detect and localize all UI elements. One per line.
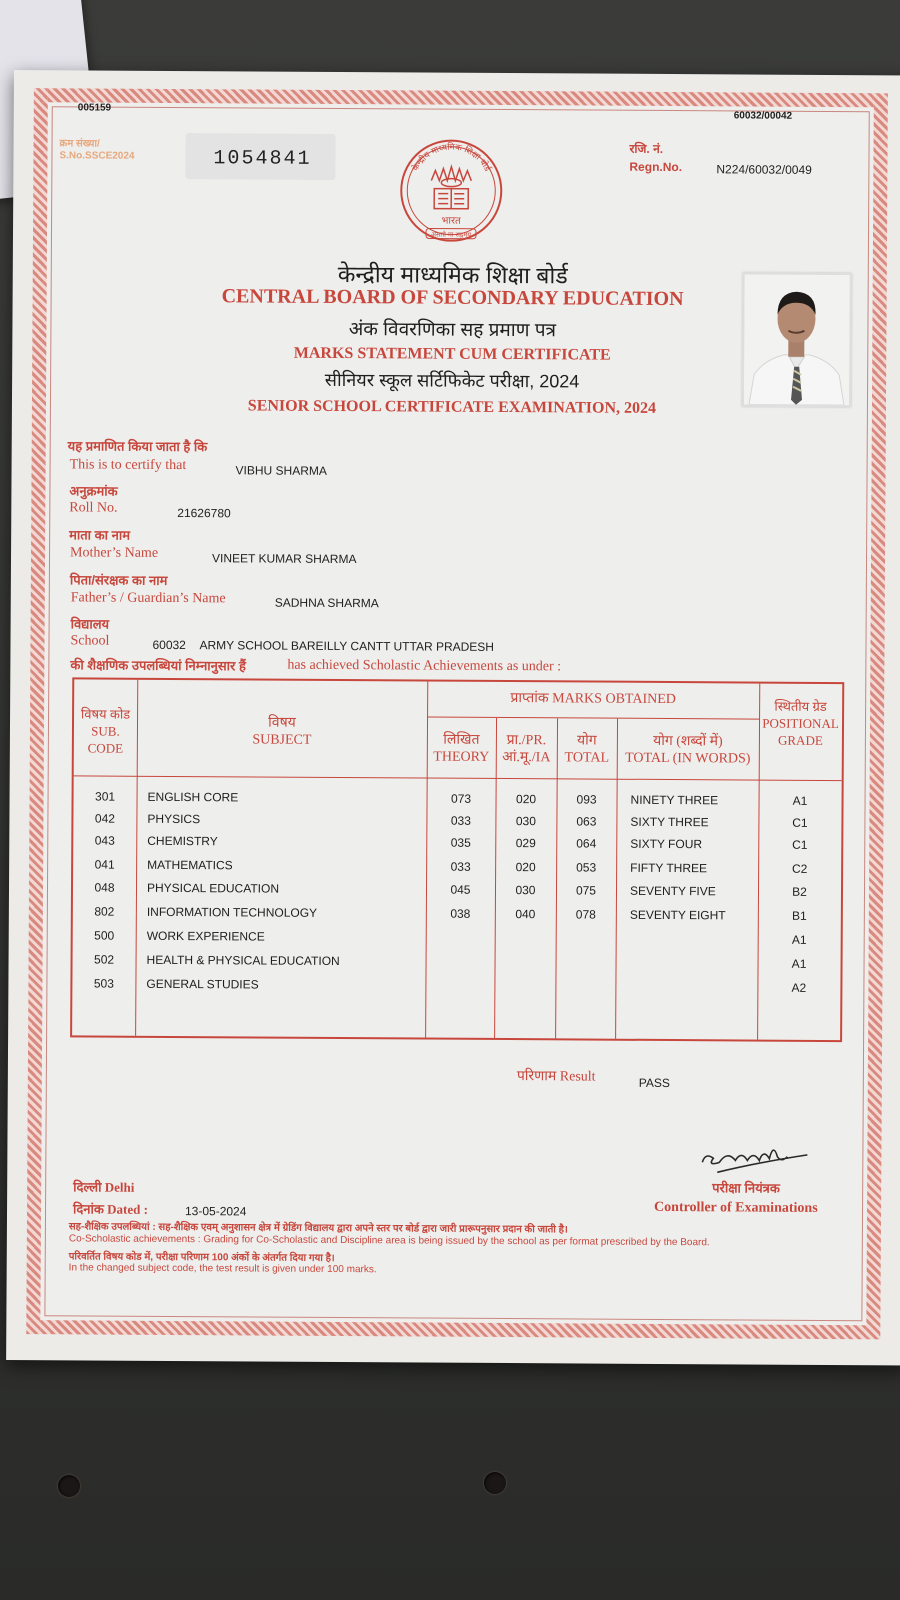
candidate-name: VIBHU SHARMA [235, 463, 327, 478]
header-total-words [617, 733, 759, 768]
place-hi: दिल्ली [73, 1179, 102, 1195]
seal-text: केन्द्रीय माध्यमिक शिक्षा बोर्ड [410, 142, 493, 174]
header-marks-hi: प्राप्तांक [510, 691, 549, 707]
cell-total: 063 [576, 814, 597, 829]
cell-total: 078 [575, 907, 596, 922]
achieved-label-hi: की शैक्षणिक उपलब्धियां निम्नानुसार हैं [70, 657, 246, 674]
board-name-hi: केन्द्रीय माध्यमिक शिक्षा बोर्ड [337, 260, 568, 289]
place-label [73, 1177, 134, 1195]
cell-code: 502 [94, 952, 115, 967]
result-label [517, 1066, 596, 1085]
cell-theory: 033 [450, 813, 471, 828]
header-theory-en: THEORY [433, 749, 490, 765]
header-sub-code [74, 705, 137, 756]
cert-type-en: MARKS STATEMENT CUM CERTIFICATE [293, 344, 611, 364]
header-grade-en2: GRADE [777, 732, 823, 748]
cell-code: 500 [94, 928, 115, 943]
cell-grade: B2 [792, 884, 807, 899]
note-coscholastic-hi: सह-शैक्षिक उपलब्धियां : सह-शैक्षिक एवम् अनुशासन क्षेत्र में ग्रेडिंग विद्यालय द्वारा अपने स्तर पर बोर्ड द्वारा जारी प्रारूपनुसार प्रदान की जाती है। [68, 1221, 568, 1236]
note-changed-code-en: In the changed subject code, the test result is given under 100 marks. [68, 1262, 377, 1276]
dated-en: Dated : [107, 1201, 148, 1217]
header-grade-hi: स्थितीय ग्रेड [774, 698, 827, 714]
cell-grade: C1 [792, 815, 808, 830]
header-grade-en1: POSITIONAL [762, 715, 839, 732]
certify-label-hi: यह प्रमाणित किया जाता है कि [67, 438, 208, 455]
header-theory-hi: लिखित [443, 732, 480, 748]
header-total-en: TOTAL [564, 750, 610, 766]
school-code: 60032 [152, 637, 186, 653]
cell-theory: 033 [450, 859, 471, 874]
table-header-rule [74, 775, 842, 781]
cell-prac: 030 [515, 814, 536, 829]
serial-label-en: S.No.SSCE2024 [59, 150, 135, 162]
certify-label-en: This is to certify that [69, 457, 187, 474]
header-sub-code-en2: CODE [87, 740, 124, 756]
table-divider [427, 717, 759, 720]
cell-total: 053 [576, 860, 597, 875]
exam-name-hi: सीनियर स्कूल सर्टिफिकेट परीक्षा, 2024 [324, 369, 580, 392]
cell-words: SIXTY THREE [630, 814, 709, 830]
regn-label-hi: रजि. नं. [629, 141, 664, 156]
dated-hi: दिनांक [72, 1201, 104, 1217]
father-label-hi: पिता/संरक्षक का नाम [69, 572, 168, 588]
cell-code: 041 [94, 857, 115, 872]
regn-label-en: Regn.No. [629, 159, 683, 175]
cell-prac: 040 [515, 907, 536, 922]
note-changed-code-hi: परिवर्तित विषय कोड में, परीक्षा परिणाम 100 अंकों के अंतर्गत दिया गया है। [68, 1251, 335, 1264]
cell-grade: A1 [791, 932, 807, 947]
cell-words: SEVENTY FIVE [629, 883, 716, 899]
header-subject [137, 714, 427, 750]
issue-date: 13-05-2024 [184, 1204, 247, 1219]
header-subject-hi: विषय [268, 715, 296, 731]
cell-words: FIFTY THREE [630, 860, 708, 876]
header-sub-code-en1: SUB. [91, 723, 120, 739]
cell-code: 043 [94, 833, 115, 848]
dated-label [73, 1199, 148, 1217]
header-sub-code-hi: विषय कोड [80, 706, 131, 722]
cell-theory: 038 [450, 906, 471, 921]
punch-hole [484, 1472, 506, 1494]
cell-subject: HEALTH & PHYSICAL EDUCATION [146, 952, 340, 969]
cell-prac: 029 [515, 836, 536, 851]
header-practical [496, 732, 557, 766]
header-total-hi: योग [577, 733, 597, 749]
cell-words: SIXTY FOUR [630, 836, 703, 852]
cell-grade: C1 [792, 837, 808, 852]
cell-code: 802 [94, 904, 115, 919]
marks-certificate [6, 70, 900, 1365]
cell-grade: C2 [791, 861, 808, 876]
header-words-hi: योग (शब्दों में) [653, 733, 723, 750]
header-total [557, 732, 617, 766]
cell-prac: 030 [515, 883, 536, 898]
father-name: SADHNA SHARMA [274, 595, 379, 611]
mother-label-en: Mother’s Name [70, 545, 159, 561]
roll-label-en: Roll No. [69, 500, 118, 516]
signatory-hi: परीक्षा नियंत्रक [712, 1180, 780, 1196]
result-value: PASS [638, 1075, 670, 1091]
cell-total: 093 [576, 792, 597, 807]
board-name-en: CENTRAL BOARD OF SECONDARY EDUCATION [221, 285, 684, 311]
cell-words: SEVENTY EIGHT [629, 907, 726, 923]
cell-words [629, 980, 759, 981]
header-marks-en: MARKS OBTAINED [552, 691, 676, 708]
father-label-en: Father’s / Guardian’s Name [70, 590, 226, 607]
cell-theory: 045 [450, 882, 471, 897]
ref-left: 005159 [77, 102, 112, 114]
mother-name: VINEET KUMAR SHARMA [211, 551, 357, 567]
cbse-seal-emblem [396, 132, 507, 253]
exam-name-en: SENIOR SCHOOL CERTIFICATE EXAMINATION, 2024 [247, 397, 657, 417]
cell-words [630, 956, 760, 957]
cell-subject: WORK EXPERIENCE [146, 928, 265, 944]
ref-right: 60032/00042 [733, 110, 793, 122]
header-subject-en: SUBJECT [252, 732, 312, 748]
cell-subject: ENGLISH CORE [147, 789, 239, 805]
cell-theory: 073 [450, 791, 472, 806]
cell-total: 075 [575, 883, 597, 898]
result-label-hi: परिणाम [516, 1069, 557, 1085]
serial-label-hi: क्रम संख्या/ [59, 138, 100, 150]
cell-grade: B1 [791, 908, 807, 923]
header-marks-obtained [427, 690, 759, 709]
cell-grade: A1 [792, 793, 808, 808]
achieved-label-en: has achieved Scholastic Achievements as under : [287, 657, 562, 675]
mother-label-hi: माता का नाम [69, 527, 131, 543]
header-practical-en: आं.मू./IA [502, 749, 551, 766]
roll-number: 21626780 [177, 506, 231, 521]
cell-code: 301 [95, 789, 116, 804]
cell-grade: A2 [791, 980, 807, 995]
cell-code: 048 [94, 880, 115, 895]
school-label-hi: विद्यालय [70, 616, 110, 632]
cell-words [630, 932, 760, 933]
cell-prac: 020 [515, 860, 536, 875]
school-label-en: School [70, 633, 110, 649]
cell-subject: CHEMISTRY [147, 833, 218, 849]
result-label-en: Result [559, 1069, 596, 1085]
cell-subject: INFORMATION TECHNOLOGY [146, 904, 318, 920]
header-theory [427, 732, 496, 766]
cell-subject: MATHEMATICS [147, 857, 233, 873]
punch-hole [58, 1475, 80, 1497]
header-practical-hi: प्रा./PR. [506, 733, 547, 749]
cell-words: NINETY THREE [630, 792, 719, 808]
cell-code: 042 [94, 811, 115, 826]
header-grade [759, 698, 842, 750]
place-en: Delhi [104, 1179, 135, 1195]
note-coscholastic-en: Co-Scholastic achievements : Grading for Co-Scholastic and Discipline area is being issued by the school as per format prescribed by the Board. [68, 1233, 710, 1249]
marks-table [70, 677, 844, 1042]
cell-subject: PHYSICS [147, 811, 201, 827]
serial-label [59, 138, 134, 162]
cell-code: 503 [93, 976, 114, 991]
seal-country: भारत [441, 215, 461, 227]
serial-number: 1054841 [213, 147, 312, 171]
cert-type-hi: अंक विवरणिका सह प्रमाण पत्र [348, 319, 557, 342]
cell-total: 064 [576, 836, 597, 851]
cell-theory: 035 [450, 835, 471, 850]
header-words-en: TOTAL (IN WORDS) [625, 750, 751, 767]
seal-motto: असतो मा सद्गमय [430, 230, 472, 239]
school-name: ARMY SCHOOL BAREILLY CANTT UTTAR PRADESH [199, 638, 495, 654]
regn-label [629, 140, 682, 176]
cell-prac: 020 [515, 792, 537, 807]
cell-grade: A1 [791, 956, 807, 971]
roll-label-hi: अनुक्रमांक [69, 483, 118, 499]
regn-number: N224/60032/0049 [716, 162, 812, 177]
signature [697, 1132, 817, 1183]
cell-subject: GENERAL STUDIES [146, 976, 259, 992]
cell-subject: PHYSICAL EDUCATION [146, 880, 280, 896]
signatory-en: Controller of Examinations [654, 1199, 818, 1216]
